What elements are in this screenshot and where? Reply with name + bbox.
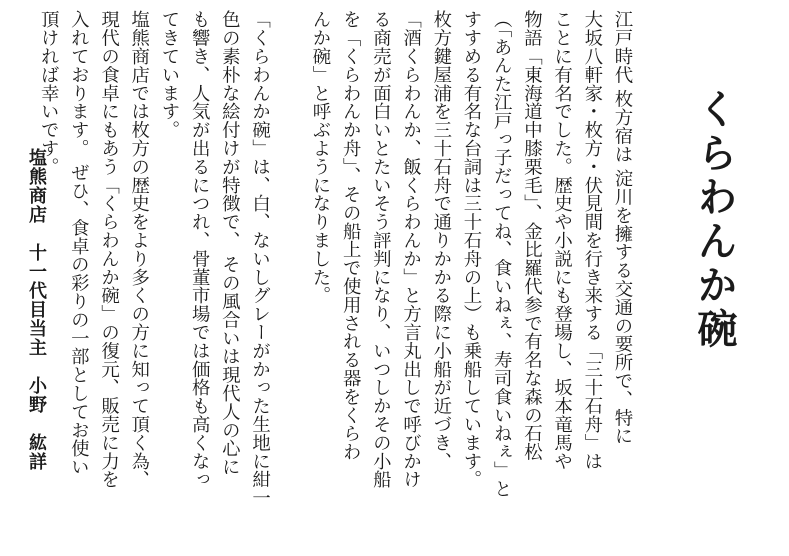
document-body: 江戸時代 枚方宿は 淀川を擁する交通の要所で、特に 大坂八軒家・枚方・伏見間を行き来する「三十石舟」は ことに有名でした。歴史や小説にも登場し、坂本竜馬や 物語「東海道中膝栗毛」、金比羅代参で有名な森の石松 （「あんた江戸っ子だってね、食いねぇ、寿司食いねぇ」と すすめる有名な台詞は三十石舟の上）も乗船しています。 枚方鍵屋浦を三十石舟で通りかかる際に小船が近づき、 「酒くらわんか、飯くらわんか」と方言丸出しで呼びかけ る商売が面白いとたいそう評判になり、いつしかその小船 を「くらわんか舟」、その船上で使用される器をくらわ んか碗」と呼ぶようになりました。 「くらわんか碗」は、白、ないしグレーがかった生地に紺一 色の素朴な絵付けが特徴で、 その風合いは現代人の心に も響き、人気が出るにつれ、骨董市場では価格も高くなっ てきています。 塩熊商店では枚方の歴史をより多くの方に知って頂く為、 現代の食卓にもあう「くらわんか碗」の復元、販売に力を 入れております。 ぜひ、食卓の彩りの一部としてお使い 頂ければ幸いです。: [38, 10, 633, 507]
signature: 塩熊商店 十一代目当主 小野 紘詳: [26, 148, 47, 471]
document-title: くらわんか碗: [691, 88, 738, 352]
